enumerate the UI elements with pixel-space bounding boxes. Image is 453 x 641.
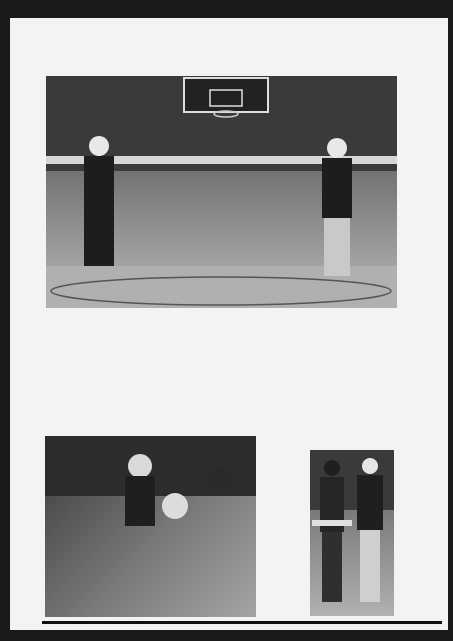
team-photo xyxy=(46,76,397,308)
coaches-photo xyxy=(310,450,394,616)
bottom-rule xyxy=(42,621,442,624)
page-sheet xyxy=(10,18,448,630)
team-photo-illustration xyxy=(46,76,397,308)
huddle-photo xyxy=(45,436,256,617)
backboard xyxy=(184,78,268,112)
huddle-illustration xyxy=(45,436,256,617)
coach-reed xyxy=(324,460,340,476)
coach-left xyxy=(84,156,114,266)
coaches-illustration xyxy=(310,450,394,616)
coach-stafford xyxy=(362,458,378,474)
coach-right xyxy=(322,158,352,218)
